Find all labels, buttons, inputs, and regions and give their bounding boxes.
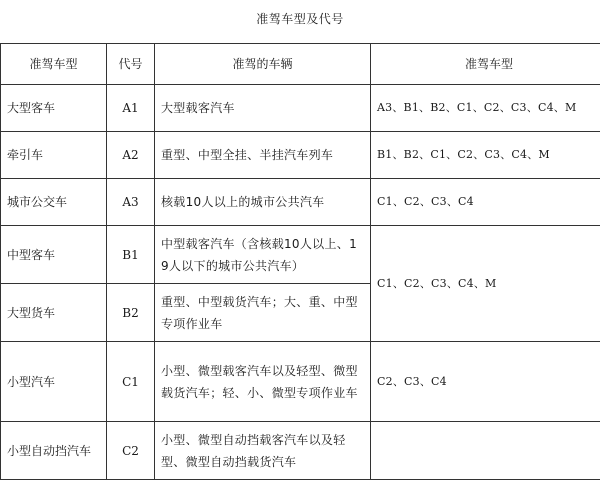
code-cell: A3	[107, 179, 155, 226]
vehicles-cell: 重型、中型载货汽车；大、重、中型专项作业车	[155, 284, 371, 342]
vehicles-cell: 小型、微型载客汽车以及轻型、微型载货汽车；轻、小、微型专项作业车	[155, 342, 371, 422]
code-cell: B1	[107, 226, 155, 284]
table-row	[1, 226, 600, 284]
code-cell: B2	[107, 284, 155, 342]
license-type-cell: 牵引车	[1, 132, 107, 179]
table-row	[1, 422, 600, 480]
license-type-cell: 城市公交车	[1, 179, 107, 226]
license-type-cell: 大型客车	[1, 85, 107, 132]
page-title: 准驾车型及代号	[256, 12, 344, 26]
table-row	[1, 132, 600, 179]
header-license-type: 准驾车型	[1, 44, 107, 85]
allowed-types-cell: B1、B2、C1、C2、C3、C4、M	[371, 132, 600, 179]
table-row	[1, 85, 600, 132]
code-cell: C2	[107, 422, 155, 480]
table-row	[1, 342, 600, 422]
vehicles-cell: 小型、微型自动挡载客汽车以及轻型、微型自动挡载货汽车	[155, 422, 371, 480]
vehicles-cell: 核载10人以上的城市公共汽车	[155, 179, 371, 226]
allowed-types-cell: A3、B1、B2、C1、C2、C3、C4、M	[371, 85, 600, 132]
header-code: 代号	[107, 44, 155, 85]
code-cell: A1	[107, 85, 155, 132]
license-type-cell: 小型自动挡汽车	[1, 422, 107, 480]
header-vehicles: 准驾的车辆	[155, 44, 371, 85]
allowed-types-cell: C2、C3、C4	[371, 342, 600, 422]
code-cell: C1	[107, 342, 155, 422]
table-header-row	[1, 44, 600, 85]
header-allowed-types: 准驾车型	[371, 44, 600, 85]
allowed-types-cell	[371, 422, 600, 480]
license-type-cell: 中型客车	[1, 226, 107, 284]
vehicles-cell: 大型载客汽车	[155, 85, 371, 132]
vehicles-cell: 中型载客汽车（含核载10人以上、19人以下的城市公共汽车）	[155, 226, 371, 284]
license-class-table	[0, 43, 600, 480]
allowed-types-cell: C1、C2、C3、C4	[371, 179, 600, 226]
license-type-cell: 小型汽车	[1, 342, 107, 422]
table-row	[1, 179, 600, 226]
code-cell: A2	[107, 132, 155, 179]
license-type-cell: 大型货车	[1, 284, 107, 342]
allowed-types-cell: C1、C2、C3、C4、M	[371, 226, 600, 342]
vehicles-cell: 重型、中型全挂、半挂汽车列车	[155, 132, 371, 179]
